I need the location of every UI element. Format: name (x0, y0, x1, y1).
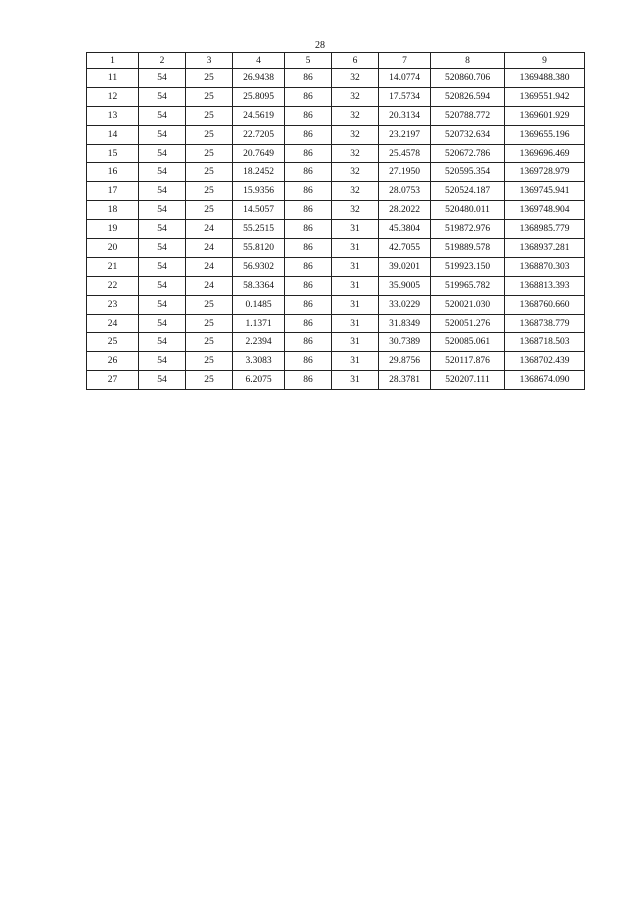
table-cell: 1369488.380 (505, 69, 585, 88)
table-cell: 32 (332, 144, 379, 163)
table-cell: 14.5057 (233, 201, 285, 220)
table-cell: 32 (332, 182, 379, 201)
table-cell: 54 (139, 352, 186, 371)
table-cell: 1368702.439 (505, 352, 585, 371)
table-row (87, 295, 585, 314)
table-cell: 0.1485 (233, 295, 285, 314)
table-cell: 15.9356 (233, 182, 285, 201)
column-header: 4 (233, 53, 285, 69)
table-cell: 54 (139, 125, 186, 144)
table-cell: 25 (186, 201, 233, 220)
table-cell: 32 (332, 163, 379, 182)
table-cell: 2.2394 (233, 333, 285, 352)
table-cell: 25 (186, 163, 233, 182)
table-cell: 1369551.942 (505, 87, 585, 106)
table-cell: 519872.976 (431, 220, 505, 239)
table-cell: 520672.786 (431, 144, 505, 163)
table-cell: 1368813.393 (505, 276, 585, 295)
table-cell: 31 (332, 257, 379, 276)
table-cell: 35.9005 (379, 276, 431, 295)
table-cell: 24 (186, 220, 233, 239)
table-cell: 39.0201 (379, 257, 431, 276)
table-cell: 21 (87, 257, 139, 276)
table-cell: 1368738.779 (505, 314, 585, 333)
table-cell: 25.8095 (233, 87, 285, 106)
table-cell: 17.5734 (379, 87, 431, 106)
table-cell: 86 (285, 125, 332, 144)
table-cell: 54 (139, 257, 186, 276)
table-cell: 6.2075 (233, 371, 285, 390)
table-row (87, 220, 585, 239)
table-cell: 520480.011 (431, 201, 505, 220)
table-row (87, 201, 585, 220)
table-cell: 25 (186, 333, 233, 352)
table-cell: 32 (332, 69, 379, 88)
table-row (87, 106, 585, 125)
column-header: 3 (186, 53, 233, 69)
table-cell: 1368718.503 (505, 333, 585, 352)
column-header: 6 (332, 53, 379, 69)
table-cell: 20.3134 (379, 106, 431, 125)
table-cell: 54 (139, 69, 186, 88)
table-cell: 54 (139, 371, 186, 390)
table-cell: 13 (87, 106, 139, 125)
table-cell: 54 (139, 182, 186, 201)
table-cell: 55.2515 (233, 220, 285, 239)
table-cell: 23 (87, 295, 139, 314)
table-cell: 1.1371 (233, 314, 285, 333)
table-cell: 86 (285, 87, 332, 106)
table-cell: 24 (87, 314, 139, 333)
table-cell: 25 (186, 69, 233, 88)
table-cell: 520860.706 (431, 69, 505, 88)
table-cell: 27 (87, 371, 139, 390)
table-cell: 86 (285, 182, 332, 201)
table-cell: 27.1950 (379, 163, 431, 182)
table-cell: 1368760.660 (505, 295, 585, 314)
table-row (87, 125, 585, 144)
table-cell: 25.4578 (379, 144, 431, 163)
table-cell: 42.7055 (379, 239, 431, 258)
table-cell: 16 (87, 163, 139, 182)
table-cell: 54 (139, 333, 186, 352)
table-cell: 54 (139, 201, 186, 220)
table-cell: 30.7389 (379, 333, 431, 352)
table-row (87, 182, 585, 201)
table-cell: 23.2197 (379, 125, 431, 144)
table-cell: 520595.354 (431, 163, 505, 182)
table-cell: 86 (285, 295, 332, 314)
table-cell: 11 (87, 69, 139, 88)
table-cell: 31 (332, 371, 379, 390)
table-cell: 32 (332, 87, 379, 106)
table-cell: 519965.782 (431, 276, 505, 295)
table-row (87, 69, 585, 88)
table-cell: 20.7649 (233, 144, 285, 163)
page-number: 28 (315, 40, 325, 51)
table-cell: 520207.111 (431, 371, 505, 390)
table-cell: 26.9438 (233, 69, 285, 88)
table-cell: 25 (186, 295, 233, 314)
table-cell: 24 (186, 276, 233, 295)
table-cell: 14.0774 (379, 69, 431, 88)
table-cell: 31 (332, 239, 379, 258)
column-header: 8 (431, 53, 505, 69)
table-cell: 15 (87, 144, 139, 163)
table-cell: 25 (186, 87, 233, 106)
table-cell: 520788.772 (431, 106, 505, 125)
table-cell: 1368937.281 (505, 239, 585, 258)
table-cell: 26 (87, 352, 139, 371)
table-cell: 520826.594 (431, 87, 505, 106)
table-cell: 18 (87, 201, 139, 220)
column-header: 9 (505, 53, 585, 69)
table-cell: 86 (285, 201, 332, 220)
table-cell: 54 (139, 220, 186, 239)
table-cell: 28.3781 (379, 371, 431, 390)
table-cell: 86 (285, 276, 332, 295)
table-cell: 14 (87, 125, 139, 144)
table-row (87, 314, 585, 333)
table-cell: 17 (87, 182, 139, 201)
table-row (87, 371, 585, 390)
table-cell: 520021.030 (431, 295, 505, 314)
table-cell: 24 (186, 257, 233, 276)
table-cell: 54 (139, 87, 186, 106)
table-cell: 54 (139, 295, 186, 314)
table-row (87, 352, 585, 371)
table-row (87, 144, 585, 163)
table-cell: 25 (186, 144, 233, 163)
table-cell: 519923.150 (431, 257, 505, 276)
table-row (87, 257, 585, 276)
table-cell: 31 (332, 276, 379, 295)
table-cell: 31 (332, 295, 379, 314)
table-cell: 54 (139, 106, 186, 125)
table-cell: 520051.276 (431, 314, 505, 333)
table-cell: 25 (87, 333, 139, 352)
table-cell: 86 (285, 106, 332, 125)
table-cell: 86 (285, 163, 332, 182)
table-cell: 19 (87, 220, 139, 239)
table-cell: 25 (186, 182, 233, 201)
table-cell: 20 (87, 239, 139, 258)
table-cell: 520732.634 (431, 125, 505, 144)
column-header: 1 (87, 53, 139, 69)
table-cell: 86 (285, 69, 332, 88)
table-cell: 28.0753 (379, 182, 431, 201)
table-cell: 1369745.941 (505, 182, 585, 201)
table-cell: 32 (332, 201, 379, 220)
table-cell: 28.2022 (379, 201, 431, 220)
coordinates-table (86, 52, 585, 390)
table-cell: 1369601.929 (505, 106, 585, 125)
table-cell: 520524.187 (431, 182, 505, 201)
table-cell: 1368674.090 (505, 371, 585, 390)
table-cell: 31 (332, 220, 379, 239)
table-cell: 32 (332, 106, 379, 125)
table-row (87, 239, 585, 258)
table-cell: 25 (186, 371, 233, 390)
table-cell: 86 (285, 371, 332, 390)
table-cell: 54 (139, 239, 186, 258)
table-cell: 86 (285, 220, 332, 239)
table-cell: 33.0229 (379, 295, 431, 314)
table-cell: 25 (186, 125, 233, 144)
table-cell: 54 (139, 144, 186, 163)
table-cell: 25 (186, 106, 233, 125)
table-cell: 86 (285, 314, 332, 333)
table-cell: 1368870.303 (505, 257, 585, 276)
table-cell: 1369748.904 (505, 201, 585, 220)
table-cell: 520117.876 (431, 352, 505, 371)
table-cell: 54 (139, 163, 186, 182)
table-row (87, 276, 585, 295)
table-cell: 12 (87, 87, 139, 106)
column-header: 2 (139, 53, 186, 69)
table-cell: 24 (186, 239, 233, 258)
table-cell: 45.3804 (379, 220, 431, 239)
table-cell: 32 (332, 125, 379, 144)
table-cell: 1369696.469 (505, 144, 585, 163)
table-cell: 31 (332, 333, 379, 352)
table-row (87, 87, 585, 106)
column-header: 5 (285, 53, 332, 69)
column-header: 7 (379, 53, 431, 69)
table-cell: 3.3083 (233, 352, 285, 371)
table-cell: 56.9302 (233, 257, 285, 276)
table-cell: 1369728.979 (505, 163, 585, 182)
table-cell: 58.3364 (233, 276, 285, 295)
table-cell: 86 (285, 239, 332, 258)
table-cell: 25 (186, 352, 233, 371)
table-cell: 31 (332, 352, 379, 371)
table-cell: 22 (87, 276, 139, 295)
table-cell: 1368985.779 (505, 220, 585, 239)
table-cell: 18.2452 (233, 163, 285, 182)
table-row (87, 163, 585, 182)
table-cell: 24.5619 (233, 106, 285, 125)
table-cell: 22.7205 (233, 125, 285, 144)
table-cell: 54 (139, 314, 186, 333)
table-cell: 31 (332, 314, 379, 333)
table-cell: 86 (285, 352, 332, 371)
table-cell: 29.8756 (379, 352, 431, 371)
table-cell: 31.8349 (379, 314, 431, 333)
table-cell: 54 (139, 276, 186, 295)
table-cell: 25 (186, 314, 233, 333)
table-cell: 86 (285, 257, 332, 276)
table-cell: 55.8120 (233, 239, 285, 258)
header-row (87, 53, 585, 69)
table-cell: 86 (285, 333, 332, 352)
table-cell: 520085.061 (431, 333, 505, 352)
table-row (87, 333, 585, 352)
table-cell: 1369655.196 (505, 125, 585, 144)
table-cell: 86 (285, 144, 332, 163)
table-cell: 519889.578 (431, 239, 505, 258)
